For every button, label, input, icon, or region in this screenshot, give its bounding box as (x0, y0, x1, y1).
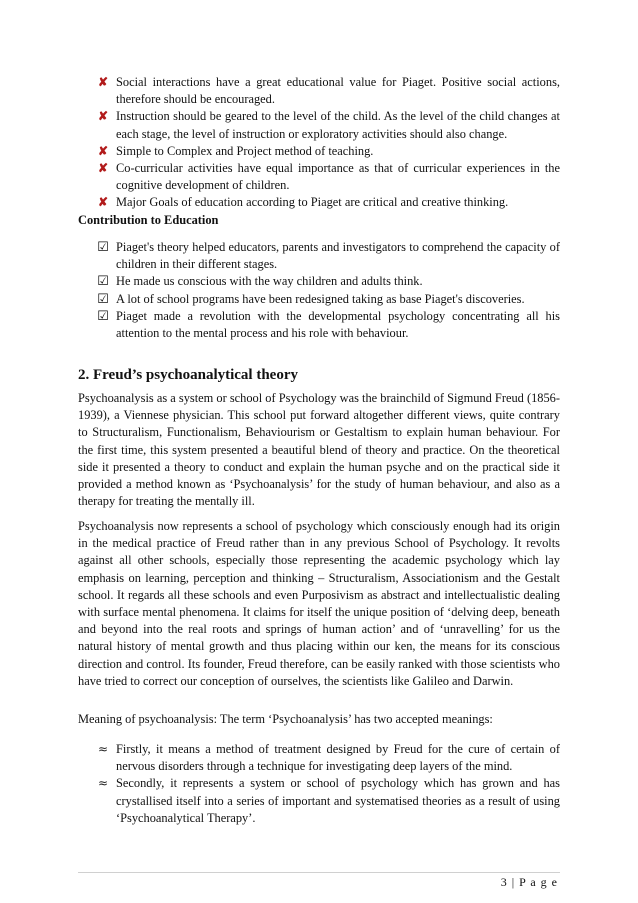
cross-icon: ✘ (97, 195, 109, 210)
cross-icon: ✘ (97, 109, 109, 124)
list-item: ✘ Social interactions have a great educational value for Piaget. Positive social actions, therefore should be encouraged. (97, 75, 560, 107)
list-item: ✘ Instruction should be geared to the level of the child. As the level of the child changes at each stage, the level of instruction or exploratory activities should also change. (97, 109, 560, 141)
checkbox-icon: ☑ (97, 291, 109, 307)
checkbox-icon: ☑ (97, 274, 109, 290)
contribution-list (78, 239, 560, 342)
page-number: 3 | P a g e (500, 875, 558, 889)
footer-divider (78, 872, 560, 873)
list-item: ✘ Co-curricular activities have equal importance as that of curricular experiences in the cognitive development of children. (97, 161, 560, 193)
meaning-line: Meaning of psychoanalysis: The term ‘Psychoanalysis’ has two accepted meanings: (78, 712, 493, 726)
cross-icon: ✘ (97, 143, 109, 158)
contribution-heading: Contribution to Education (78, 213, 219, 227)
list-item: ✘ Simple to Complex and Project method of teaching. (78, 143, 560, 160)
list-item: ≈ Firstly, it means a method of treatment designed by Freud for the cure of certain of nervous disorders through a technique for investigating deep layers of the mind. (97, 742, 560, 774)
list-item: ☑ A lot of school programs have been redesigned taking as base Piaget's discoveries. (97, 291, 525, 307)
paragraph: Psychoanalysis now represents a school of psychology which consciously enough had its origin in the medical practice of Freud rather than in any previous School of Psychology. It revolts against all other schools, especially those representing the academic psychology which lay emphasis on learning, perception and thinking – Structuralism, Associationism and the Gestalt school. It regards all these schools and even Purposivism as abstract and intellectualistic dealing with surface mental phenomena. It claims for itself the unique position of ‘delving deep, beneath and beyond into the real roots and springs of human action’ and of ‘unravelling’ for us the natural history of mental growth and thus placing within our ken, the means for its conscious direction and control. Its founder, Freud therefore, can be easily ranked with those scientists who have tried to correct our conception of ourselves, the scientists like Galileo and Darwin. (78, 519, 560, 688)
checkbox-icon: ☑ (97, 240, 109, 255)
list-item: ≈ Secondly, it represents a system or school of psychology which has grown and has crystallised itself into a series of important and systematised theories as a result of using ‘Psychoanalytical Therapy’. (97, 776, 560, 825)
section-heading: 2. Freud’s psychoanalytical theory (78, 367, 298, 383)
meaning-list (78, 741, 560, 827)
piaget-implications-list (78, 74, 560, 212)
list-item: ☑ He made us conscious with the way children and adults think. (97, 274, 423, 290)
list-item: ✘ Major Goals of education according to Piaget are critical and creative thinking. (78, 194, 560, 211)
cross-icon: ✘ (97, 75, 109, 89)
cross-icon: ✘ (97, 161, 109, 176)
approx-icon: ≈ (97, 742, 109, 756)
list-item: ☑ Piaget's theory helped educators, parents and investigators to comprehend the capacity of children in their different stages. (97, 240, 560, 272)
checkbox-icon: ☑ (97, 308, 109, 324)
approx-icon: ≈ (97, 776, 109, 791)
list-item: ☑ Piaget made a revolution with the developmental psychology concentrating all his attention to the mental process and his role with behaviour. (97, 308, 560, 341)
paragraph: Psychoanalysis as a system or school of Psychology was the brainchild of Sigmund Freud (1856-1939), a Viennese physician. This school put forward altogether different views, quite contrary to Structuralism, Functionalism, Behaviourism or Gestaltism to explain human behaviour. For the first time, this system presented a beautiful blend of theory and practice. On the theoretical side it presented a theory to conduct and explain the human psyche and on the practical side it provided a method known as ‘Psychoanalysis’ for the study of human behaviour, and also as a therapy for treating the mentally ill. (78, 391, 560, 509)
